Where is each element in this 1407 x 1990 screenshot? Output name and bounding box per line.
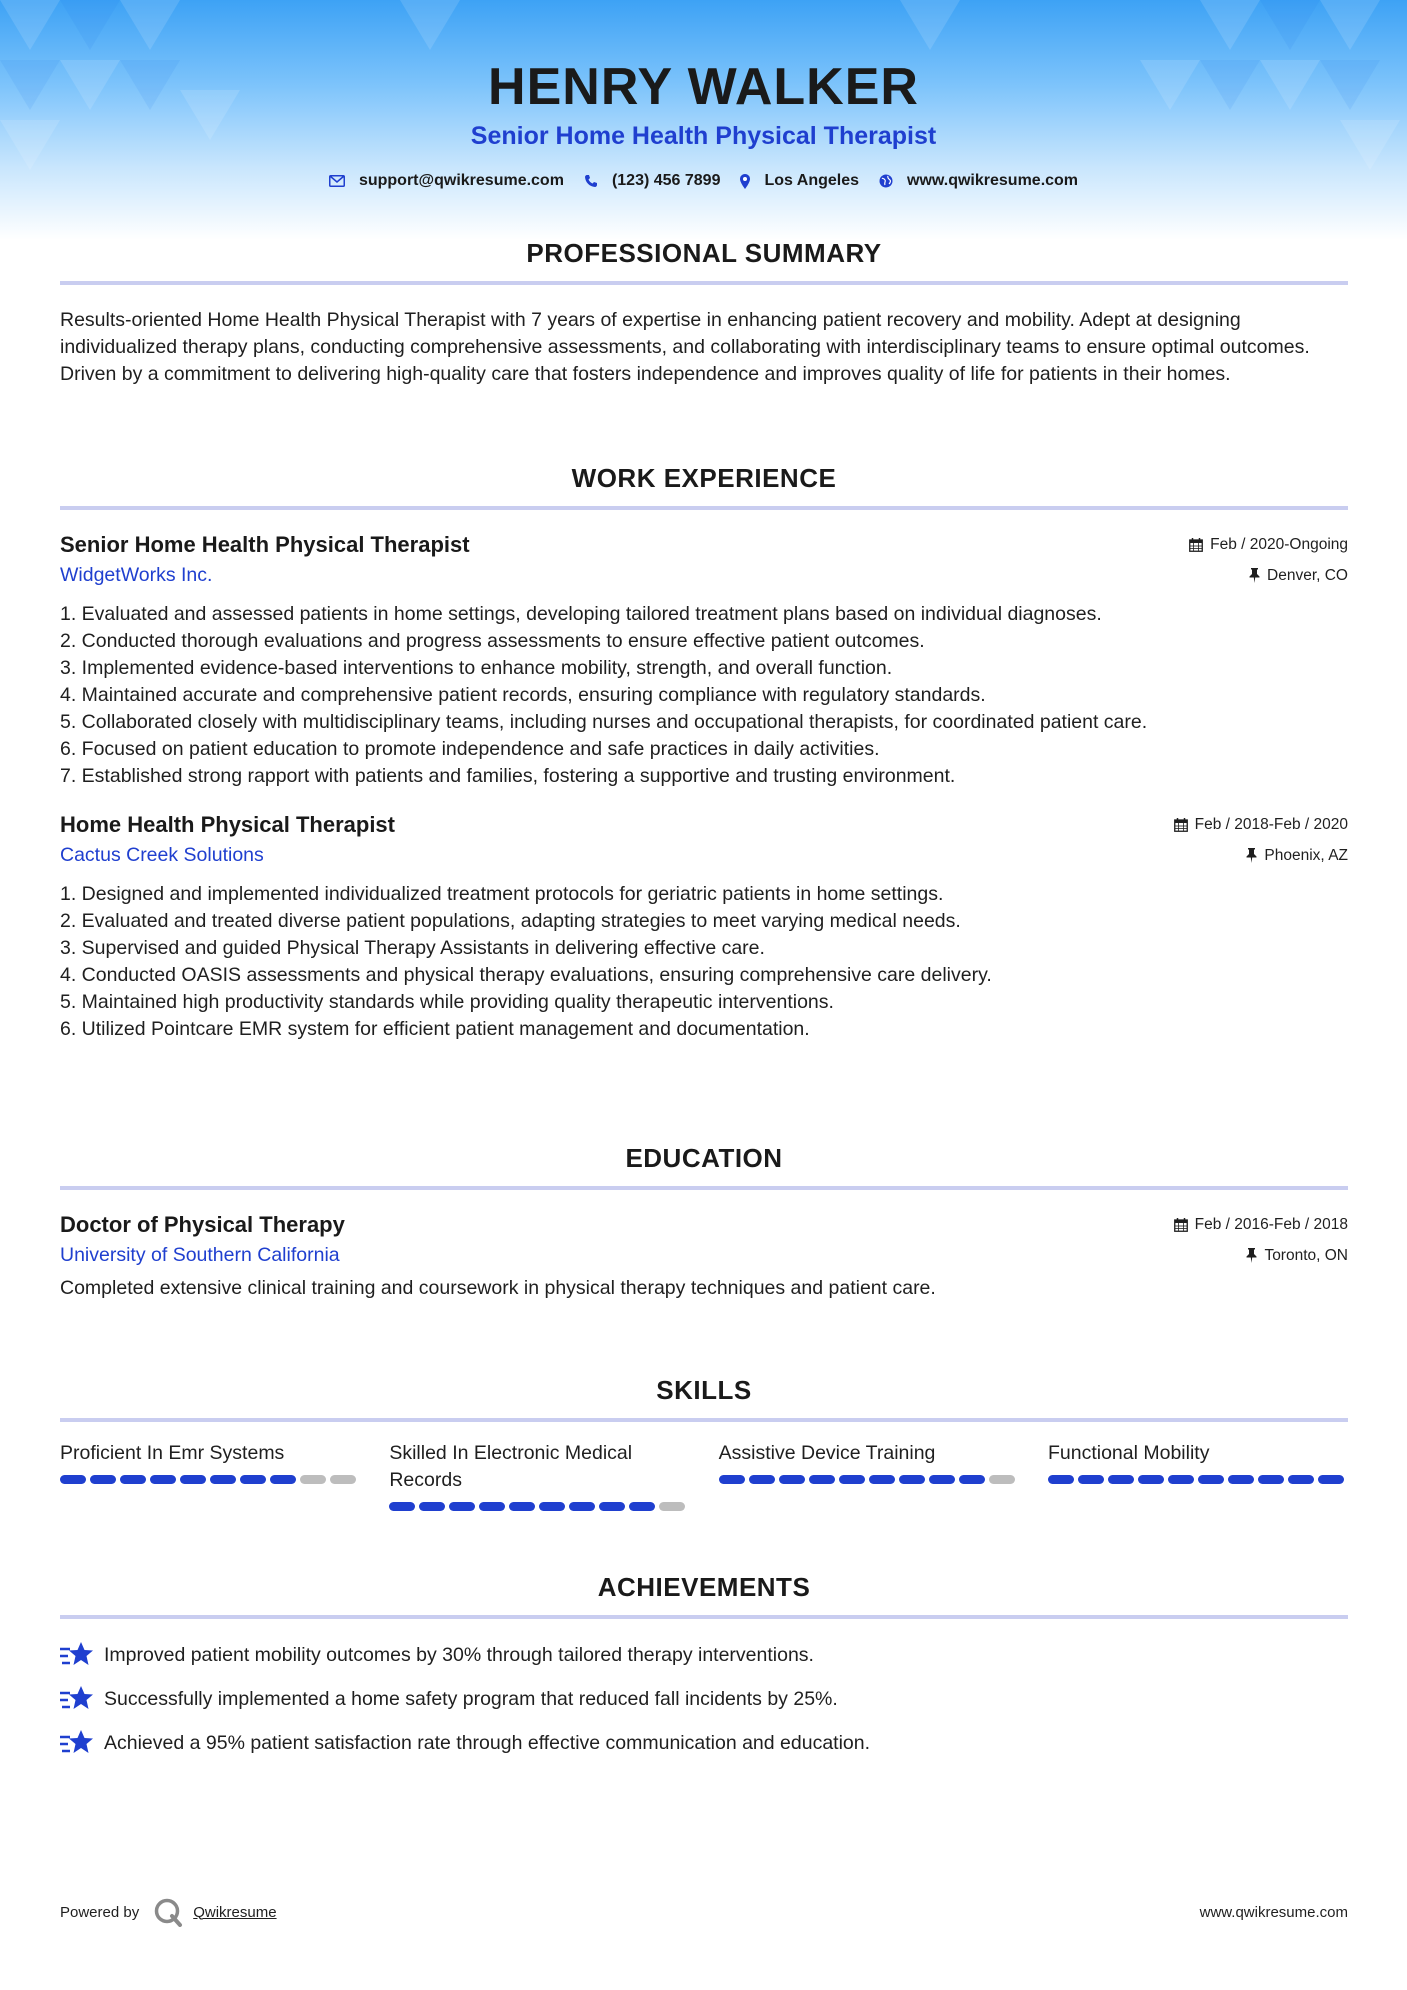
- achievement-text: Achieved a 95% patient satisfaction rate through effective communication and education.: [104, 1731, 871, 1754]
- skill-level-bar: [389, 1502, 689, 1511]
- list-item: 3. Supervised and guided Physical Therapy Assistants in delivering effective care.: [60, 937, 765, 959]
- skill-segment-filled: [629, 1502, 655, 1511]
- skill-segment-filled: [749, 1475, 775, 1484]
- email-text: support@qwikresume.com: [358, 172, 564, 189]
- skill-segment-empty: [300, 1475, 326, 1484]
- job-company-row: [60, 844, 1348, 867]
- candidate-name: HENRY WALKER: [488, 58, 919, 116]
- list-item: 7. Established strong rapport with patients and families, fostering a supportive and trusting environment.: [60, 765, 956, 787]
- job-bullets: [60, 881, 1348, 1043]
- skill-segment-filled: [839, 1475, 865, 1484]
- contact-phone[interactable]: [584, 172, 721, 190]
- degree-title: Doctor of Physical Therapy: [60, 1212, 345, 1237]
- education-header-row: [60, 1212, 1348, 1238]
- qwikresume-link[interactable]: Qwikresume: [193, 1903, 277, 1921]
- skill-segment-filled: [779, 1475, 805, 1484]
- skill-segment-empty: [989, 1475, 1015, 1484]
- location-text: Denver, CO: [1267, 566, 1348, 584]
- pushpin-icon: [1246, 848, 1257, 863]
- skill-name: Functional Mobility: [1047, 1442, 1210, 1464]
- list-item: 4. Conducted OASIS assessments and physical therapy evaluations, ensuring comprehensive care delivery.: [60, 964, 992, 986]
- location-text: Phoenix, AZ: [1264, 846, 1348, 864]
- section-divider: [60, 1186, 1348, 1190]
- skill-name: Assistive Device Training: [718, 1442, 936, 1464]
- list-item: 4. Maintained accurate and comprehensive patient records, ensuring compliance with regulatory standards.: [60, 684, 986, 706]
- skill-name: Skilled In Electronic Medical Records: [389, 1442, 633, 1491]
- envelope-icon: [329, 175, 345, 187]
- list-item: 5. Maintained high productivity standards while providing quality therapeutic interventions.: [60, 991, 834, 1013]
- skill-segment-filled: [1108, 1475, 1134, 1484]
- section-title-experience: WORK EXPERIENCE: [571, 463, 837, 493]
- list-item: 3. Implemented evidence-based interventions to enhance mobility, strength, and overall function.: [60, 657, 893, 679]
- company-name: Cactus Creek Solutions: [60, 844, 264, 866]
- skill-segment-filled: [150, 1475, 176, 1484]
- skill-segment-filled: [180, 1475, 206, 1484]
- list-item: 1. Designed and implemented individualized treatment protocols for geriatric patients in home settings.: [60, 883, 944, 905]
- skill-segment-filled: [120, 1475, 146, 1484]
- skill-item: [1048, 1440, 1348, 1511]
- section-title-education: EDUCATION: [625, 1143, 783, 1173]
- skill-segment-filled: [479, 1502, 505, 1511]
- summary-section: [60, 238, 1348, 388]
- list-item: 2. Evaluated and treated diverse patient populations, adapting strategies to meet varying medical needs.: [60, 910, 961, 932]
- skill-segment-filled: [539, 1502, 565, 1511]
- skill-segment-filled: [449, 1502, 475, 1511]
- contact-bar: [0, 172, 1407, 190]
- skill-segment-filled: [60, 1475, 86, 1484]
- achievement-text: Successfully implemented a home safety program that reduced fall incidents by 25%.: [104, 1687, 838, 1710]
- education-school-row: [60, 1244, 1348, 1267]
- experience-section: [60, 463, 1348, 1043]
- skill-segment-filled: [1258, 1475, 1284, 1484]
- job-dates: [1189, 536, 1348, 554]
- star-icon: [60, 1684, 94, 1714]
- location-text: Toronto, ON: [1264, 1246, 1348, 1264]
- achievements-list: [60, 1633, 1348, 1765]
- skill-segment-filled: [599, 1502, 625, 1511]
- calendar-icon: [1174, 818, 1188, 832]
- contact-website[interactable]: [879, 172, 1078, 190]
- skill-segment-filled: [809, 1475, 835, 1484]
- skill-segment-empty: [659, 1502, 685, 1511]
- skill-segment-filled: [90, 1475, 116, 1484]
- skill-segment-filled: [1318, 1475, 1344, 1484]
- job-dates: [1174, 816, 1348, 834]
- dates-text: Feb / 2018-Feb / 2020: [1194, 816, 1348, 833]
- list-item: 6. Utilized Pointcare EMR system for efficient patient management and documentation.: [60, 1018, 810, 1040]
- section-title-achievements: ACHIEVEMENTS: [597, 1572, 811, 1602]
- page-footer: [60, 1897, 1348, 1927]
- skill-item: [389, 1440, 689, 1511]
- achievements-section: [60, 1572, 1348, 1765]
- pushpin-icon: [1246, 1248, 1257, 1263]
- star-icon: [60, 1728, 94, 1758]
- skill-segment-filled: [419, 1502, 445, 1511]
- school-name: University of Southern California: [60, 1244, 340, 1266]
- skills-section: [60, 1375, 1348, 1511]
- contact-location: [740, 172, 859, 190]
- education-section: [60, 1143, 1348, 1302]
- phone-icon: [584, 174, 598, 188]
- job-location: [1246, 847, 1348, 865]
- education-entry: [60, 1212, 1348, 1302]
- list-item: 6. Focused on patient education to promote independence and safe practices in daily activities.: [60, 738, 880, 760]
- calendar-icon: [1189, 538, 1203, 552]
- skill-segment-filled: [210, 1475, 236, 1484]
- dates-text: Feb / 2020-Ongoing: [1210, 536, 1348, 553]
- star-icon: [60, 1640, 94, 1670]
- achievement-item: [60, 1633, 1348, 1677]
- skill-segment-filled: [899, 1475, 925, 1484]
- skill-segment-filled: [509, 1502, 535, 1511]
- job-bullets: [60, 601, 1348, 790]
- skill-level-bar: [719, 1475, 1019, 1484]
- skill-name: Proficient In Emr Systems: [60, 1442, 285, 1464]
- section-divider: [60, 1615, 1348, 1619]
- skill-segment-filled: [240, 1475, 266, 1484]
- candidate-title: Senior Home Health Physical Therapist: [470, 122, 937, 150]
- company-name: WidgetWorks Inc.: [60, 564, 213, 586]
- skill-segment-filled: [1138, 1475, 1164, 1484]
- resume-header: [0, 56, 1407, 190]
- footer-website[interactable]: www.qwikresume.com: [1199, 1903, 1348, 1921]
- job-entry: [60, 532, 1348, 790]
- job-title: Senior Home Health Physical Therapist: [60, 532, 470, 557]
- achievement-item: [60, 1721, 1348, 1765]
- section-title-summary: PROFESSIONAL SUMMARY: [526, 238, 882, 268]
- skill-segment-filled: [1078, 1475, 1104, 1484]
- skill-segment-filled: [1288, 1475, 1314, 1484]
- skill-segment-filled: [569, 1502, 595, 1511]
- job-header-row: [60, 812, 1348, 838]
- list-item: 2. Conducted thorough evaluations and progress assessments to ensure effective patient outcomes.: [60, 630, 925, 652]
- pushpin-icon: [1249, 568, 1260, 583]
- skill-segment-filled: [1048, 1475, 1074, 1484]
- job-location: [1249, 567, 1348, 585]
- section-divider: [60, 506, 1348, 510]
- skill-segment-filled: [270, 1475, 296, 1484]
- skill-segment-filled: [1198, 1475, 1224, 1484]
- skill-segment-empty: [330, 1475, 356, 1484]
- skill-segment-filled: [959, 1475, 985, 1484]
- achievement-text: Improved patient mobility outcomes by 30% through tailored therapy interventions.: [104, 1643, 814, 1666]
- skill-segment-filled: [929, 1475, 955, 1484]
- skill-level-bar: [60, 1475, 360, 1484]
- job-header-row: [60, 532, 1348, 558]
- powered-by-label: Powered by: [60, 1903, 140, 1921]
- skill-segment-filled: [869, 1475, 895, 1484]
- calendar-icon: [1174, 1218, 1188, 1232]
- contact-email[interactable]: [329, 172, 564, 190]
- footer-left: [60, 1897, 277, 1927]
- skill-segment-filled: [719, 1475, 745, 1484]
- job-company-row: [60, 564, 1348, 587]
- dates-text: Feb / 2016-Feb / 2018: [1194, 1216, 1348, 1233]
- website-text: www.qwikresume.com: [907, 172, 1079, 189]
- job-title: Home Health Physical Therapist: [60, 812, 395, 837]
- skill-segment-filled: [1228, 1475, 1254, 1484]
- job-entry: [60, 812, 1348, 1043]
- summary-text: Results-oriented Home Health Physical Therapist with 7 years of expertise in enhancing patient recovery and mobility. Adept at designing individualized therapy plans, conducting comprehensive assessments, and collaborating with interdisciplinary teams to ensure optimal outcomes. Driven by a commitment to delivering high-quality care that fosters independence and improves quality of life for patients in their homes.: [60, 309, 1310, 385]
- phone-text: (123) 456 7899: [611, 172, 721, 189]
- globe-icon: [879, 174, 893, 188]
- skill-item: [719, 1440, 1019, 1511]
- qwikresume-logo-icon: [153, 1897, 183, 1927]
- list-item: 5. Collaborated closely with multidisciplinary teams, including nurses and occupational therapists, for coordinated patient care.: [60, 711, 1148, 733]
- skill-segment-filled: [1168, 1475, 1194, 1484]
- skill-level-bar: [1048, 1475, 1348, 1484]
- achievement-item: [60, 1677, 1348, 1721]
- skill-item: [60, 1440, 360, 1511]
- education-description: Completed extensive clinical training and coursework in physical therapy techniques and patient care.: [60, 1277, 936, 1299]
- education-dates: [1174, 1216, 1348, 1234]
- education-location: [1246, 1247, 1348, 1265]
- skill-segment-filled: [389, 1502, 415, 1511]
- section-divider: [60, 281, 1348, 285]
- skills-grid: [60, 1440, 1348, 1511]
- map-pin-icon: [740, 174, 750, 189]
- list-item: 1. Evaluated and assessed patients in home settings, developing tailored treatment plans based on individual diagnoses.: [60, 603, 1102, 625]
- section-divider: [60, 1418, 1348, 1422]
- location-text: Los Angeles: [764, 172, 860, 189]
- section-title-skills: SKILLS: [656, 1375, 752, 1405]
